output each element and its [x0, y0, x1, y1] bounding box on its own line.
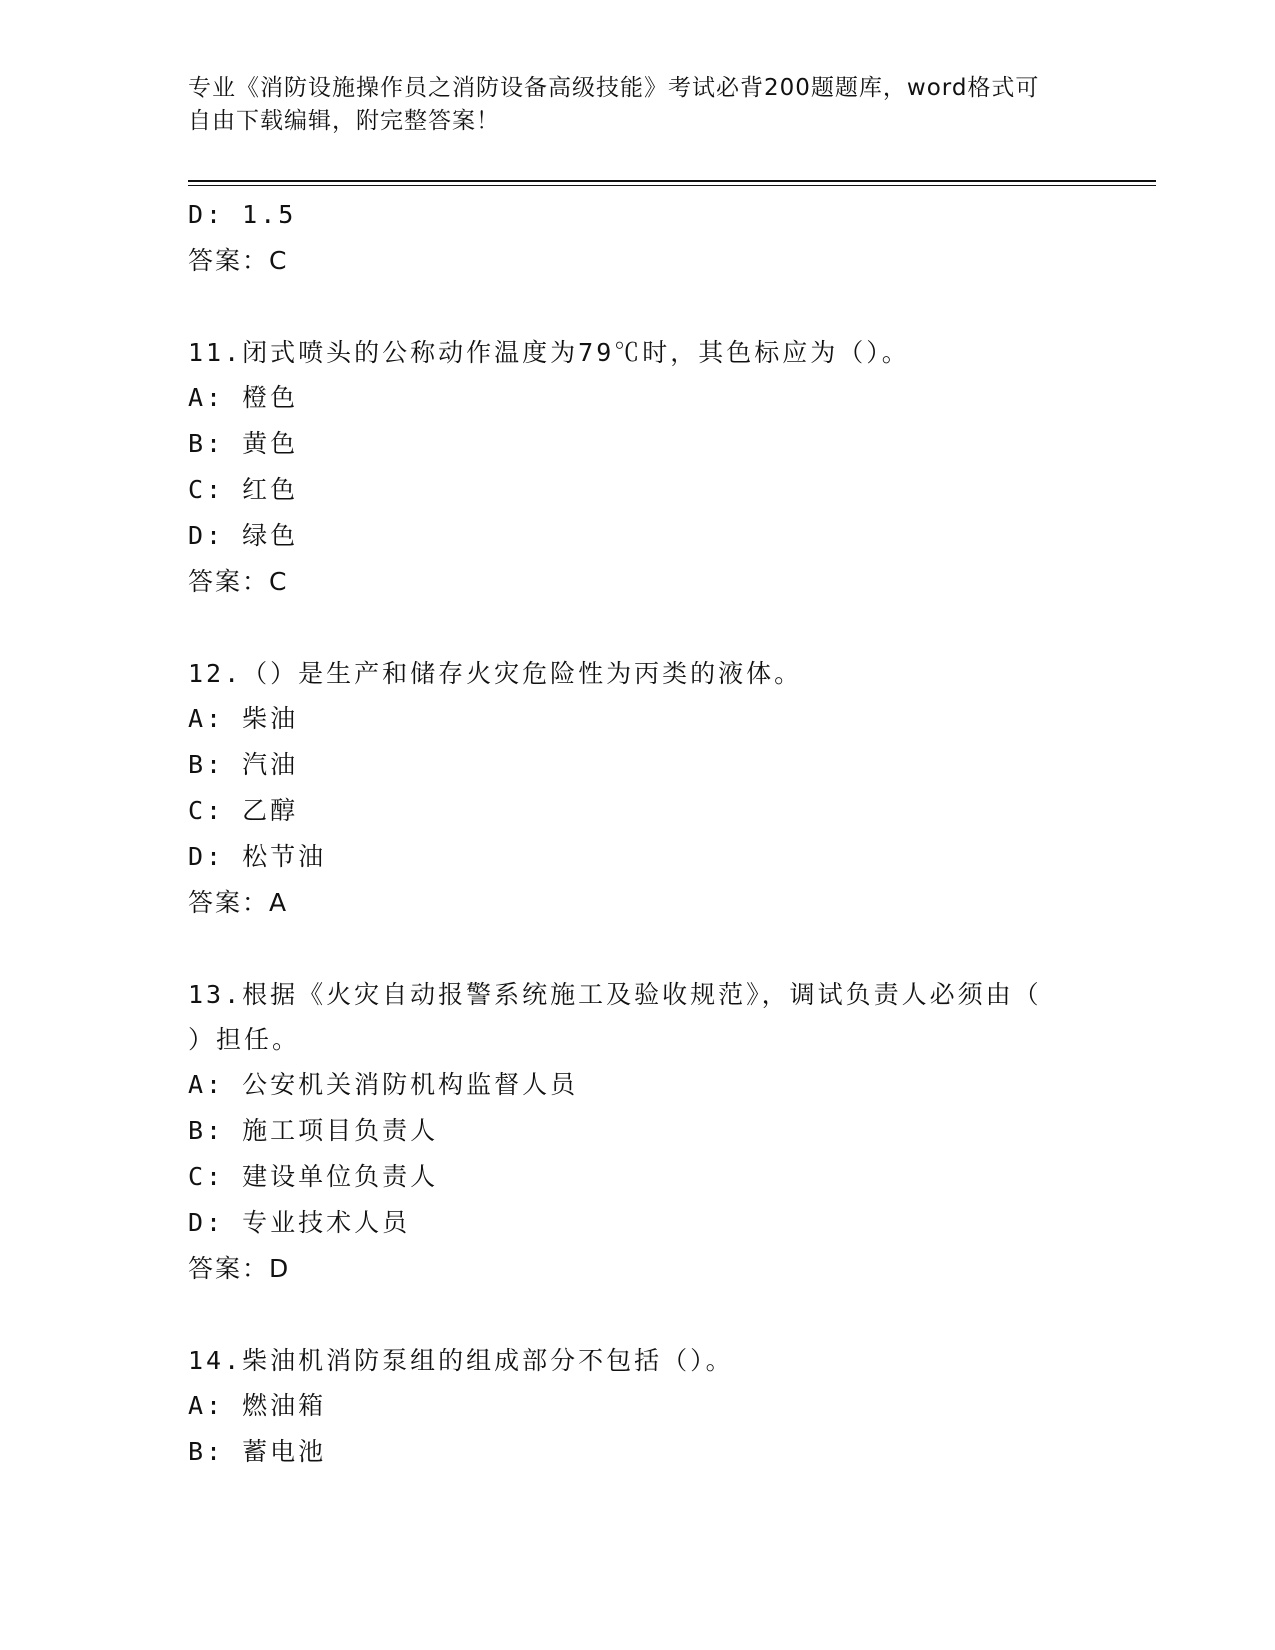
option-b: B: 黄色 [188, 429, 299, 458]
answer: 答案：D [188, 1254, 291, 1283]
header-divider-thin [188, 185, 1156, 186]
spacer [188, 1292, 1088, 1338]
stem-line: 14.柴油机消防泵组的组成部分不包括（）。 [188, 1346, 734, 1375]
question-list [188, 192, 1088, 1475]
header-line-1: 专业《消防设施操作员之消防设备高级技能》考试必背200题题库，word格式可 [188, 75, 1040, 101]
stem-line: 13.根据《火灾自动报警系统施工及验收规范》，调试负责人必须由（ [188, 980, 1042, 1009]
stem-line: ）担任。 [188, 1025, 301, 1054]
option-d: D: 松节油 [188, 842, 327, 871]
spacer [188, 926, 1088, 972]
option-a: A: 橙色 [188, 383, 299, 412]
prev-option-d: D: 1.5 [188, 200, 297, 229]
header-divider-thick [188, 180, 1156, 182]
answer: 答案：C [188, 567, 289, 596]
document-header [188, 72, 1068, 138]
option-b: B: 施工项目负责人 [188, 1116, 439, 1145]
option-d: D: 专业技术人员 [188, 1208, 411, 1237]
stem-line: 11.闭式喷头的公称动作温度为79℃时，其色标应为（）。 [188, 338, 910, 367]
spacer [188, 284, 1088, 330]
option-c: C: 建设单位负责人 [188, 1162, 439, 1191]
option-d: D: 绿色 [188, 521, 299, 550]
option-c: C: 红色 [188, 475, 299, 504]
option-b: B: 蓄电池 [188, 1437, 327, 1466]
option-a: A: 公安机关消防机构监督人员 [188, 1070, 579, 1099]
stem-line: 12.（）是生产和储存火灾危险性为丙类的液体。 [188, 659, 803, 688]
question-stem [188, 330, 1088, 375]
question-stem [188, 651, 1088, 696]
prev-answer: 答案：C [188, 246, 289, 275]
question-11 [188, 330, 1088, 605]
question-14 [188, 1338, 1088, 1475]
header-line-2: 自由下载编辑，附完整答案！ [188, 108, 500, 134]
question-12 [188, 651, 1088, 926]
question-stem [188, 1338, 1088, 1383]
spacer [188, 605, 1088, 651]
answer: 答案：A [188, 888, 289, 917]
question-stem [188, 972, 1088, 1062]
option-a: A: 柴油 [188, 704, 299, 733]
option-c: C: 乙醇 [188, 796, 299, 825]
option-a: A: 燃油箱 [188, 1391, 327, 1420]
option-b: B: 汽油 [188, 750, 299, 779]
question-13 [188, 972, 1088, 1292]
